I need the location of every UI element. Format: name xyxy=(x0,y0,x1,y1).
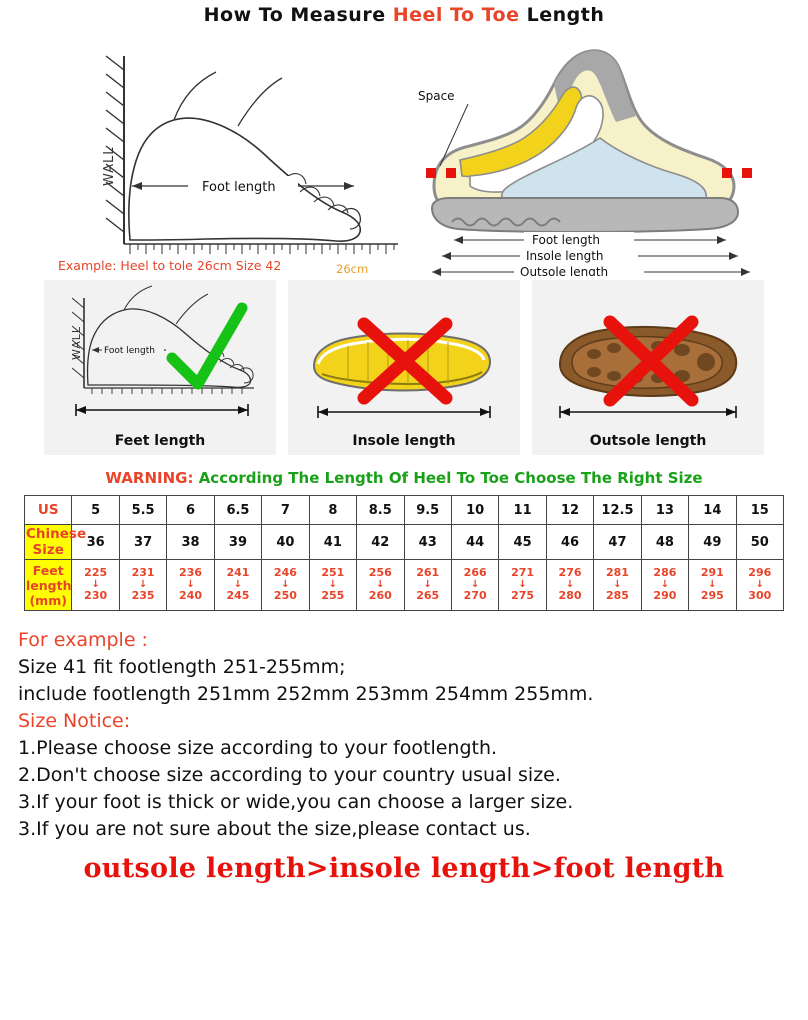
panel-insole-length xyxy=(288,280,520,455)
title-post: Length xyxy=(519,4,605,26)
warning-word: WARNING: xyxy=(105,469,194,487)
title-pre: How To Measure xyxy=(203,4,393,26)
feet-to: 295 xyxy=(700,589,724,602)
cell-us: 13 xyxy=(641,496,688,525)
cell-feet xyxy=(119,560,166,611)
down-arrow-icon: ↓ xyxy=(518,579,527,590)
cell-feet xyxy=(594,560,641,611)
notice-item: 1.Please choose size according to your footlength. xyxy=(18,736,498,759)
cell-us: 8 xyxy=(309,496,356,525)
feet-to: 285 xyxy=(605,589,629,602)
feet-from: 261 xyxy=(416,566,440,580)
down-arrow-icon: ↓ xyxy=(708,579,717,590)
notice-item: 3.If you are not sure about the size,please contact us. xyxy=(18,817,531,840)
cell-us: 14 xyxy=(689,496,736,525)
down-arrow-icon: ↓ xyxy=(233,579,243,590)
cell-chinese: 48 xyxy=(641,525,688,560)
warning-line xyxy=(0,469,808,487)
feet-to: 265 xyxy=(416,589,440,602)
cell-us: 6.5 xyxy=(214,496,261,525)
cell-feet xyxy=(736,560,783,611)
cell-feet xyxy=(357,560,404,611)
cell-feet xyxy=(214,560,261,611)
feet-to: 280 xyxy=(558,589,582,602)
down-arrow-icon: ↓ xyxy=(423,579,432,590)
panel-feet-length xyxy=(44,280,276,455)
cell-feet xyxy=(451,560,498,611)
row-header-chinese: Chinese Size xyxy=(26,526,87,558)
down-arrow-icon: ↓ xyxy=(565,579,575,590)
feet-from: 231 xyxy=(131,566,155,580)
cell-us: 7 xyxy=(262,496,309,525)
feet-to: 255 xyxy=(321,589,345,602)
notice-item: 2.Don't choose size according to your country usual size. xyxy=(18,763,561,786)
shoe-cutaway-svg xyxy=(404,26,804,276)
cell-chinese: 42 xyxy=(357,525,404,560)
cell-us: 5.5 xyxy=(119,496,166,525)
cell-us: 8.5 xyxy=(357,496,404,525)
top-diagram-row xyxy=(0,26,808,276)
page-title xyxy=(0,0,808,26)
down-arrow-icon: ↓ xyxy=(91,579,100,590)
feet-to: 270 xyxy=(463,589,487,602)
down-arrow-icon: ↓ xyxy=(470,579,480,590)
footer-formula: outsole length>insole length>foot length xyxy=(83,852,725,884)
feet-from: 281 xyxy=(605,566,629,580)
panel-wall-label: WALL xyxy=(70,325,83,360)
feet-to: 275 xyxy=(511,589,535,602)
cell-chinese: 36 xyxy=(72,525,119,560)
foot-wall-diagram xyxy=(6,26,404,276)
cell-chinese: 38 xyxy=(167,525,214,560)
feet-from: 236 xyxy=(179,566,203,580)
cell-feet xyxy=(689,560,736,611)
example-note: Example: Heel to tole 26cm Size 42 xyxy=(58,258,282,273)
table-row-us xyxy=(25,496,784,525)
cell-us: 12 xyxy=(546,496,593,525)
feet-from: 241 xyxy=(226,566,250,580)
cell-feet xyxy=(404,560,451,611)
shoe-cutaway-diagram xyxy=(404,26,802,276)
feet-to: 245 xyxy=(226,589,250,602)
panel-caption-outsole: Outsole length xyxy=(589,433,707,449)
feet-from: 266 xyxy=(463,566,487,580)
down-arrow-icon: ↓ xyxy=(613,579,622,590)
size-chart-table xyxy=(24,495,784,611)
panel-feet-svg xyxy=(44,280,276,455)
cell-us: 5 xyxy=(72,496,119,525)
example-heading: For example : xyxy=(18,629,148,651)
shoe-insole-length-label: Insole length xyxy=(526,249,604,263)
cell-us: 9.5 xyxy=(404,496,451,525)
table-row-chinese xyxy=(25,525,784,560)
feet-to: 235 xyxy=(131,589,155,602)
cell-feet xyxy=(309,560,356,611)
shoe-foot-length-label: Foot length xyxy=(532,233,600,247)
panel-outsole-svg xyxy=(532,280,764,455)
foot-length-label: Foot length xyxy=(202,180,276,195)
down-arrow-icon: ↓ xyxy=(660,579,670,590)
cell-feet xyxy=(167,560,214,611)
cell-us: 6 xyxy=(167,496,214,525)
cell-chinese: 41 xyxy=(309,525,356,560)
down-arrow-icon: ↓ xyxy=(328,579,338,590)
wall-label: WALL xyxy=(102,146,117,186)
notice-heading: Size Notice: xyxy=(18,709,131,732)
shoe-outsole-length-label: Outsole length xyxy=(520,265,609,276)
panel-inner-label: Foot length xyxy=(104,346,155,356)
cell-chinese: 39 xyxy=(214,525,261,560)
warning-text: According The Length Of Heel To Toe Choose The Right Size xyxy=(198,469,703,487)
cell-chinese: 44 xyxy=(451,525,498,560)
down-arrow-icon: ↓ xyxy=(376,579,385,590)
down-arrow-icon: ↓ xyxy=(138,579,148,590)
feet-from: 251 xyxy=(321,566,345,580)
title-highlight: Heel To Toe xyxy=(392,4,520,26)
feet-to: 230 xyxy=(84,589,108,602)
down-arrow-icon: ↓ xyxy=(281,579,290,590)
down-arrow-icon: ↓ xyxy=(755,579,764,590)
row-header-us: US xyxy=(25,496,72,525)
feet-from: 271 xyxy=(511,566,535,580)
cell-chinese: 47 xyxy=(594,525,641,560)
example-line-2: include footlength 251mm 252mm 253mm 254mm 255mm. xyxy=(18,682,594,705)
comparison-panels xyxy=(0,280,808,455)
feet-to: 250 xyxy=(273,589,297,602)
panel-outsole-length xyxy=(532,280,764,455)
feet-to: 260 xyxy=(368,589,392,602)
panel-caption-insole: Insole length xyxy=(352,433,456,449)
feet-from: 286 xyxy=(653,566,677,580)
notes-block xyxy=(18,627,808,843)
panel-caption-feet: Feet length xyxy=(114,433,206,449)
feet-from: 276 xyxy=(558,566,582,580)
notice-item: 3.If your foot is thick or wide,you can choose a larger size. xyxy=(18,790,574,813)
feet-from: 296 xyxy=(748,566,772,580)
table-row-feet-length xyxy=(25,560,784,611)
feet-from: 246 xyxy=(273,566,297,580)
cell-feet xyxy=(72,560,119,611)
space-label: Space xyxy=(418,89,455,103)
cell-feet xyxy=(262,560,309,611)
down-arrow-icon: ↓ xyxy=(186,579,195,590)
feet-to: 300 xyxy=(748,589,772,602)
cell-chinese: 45 xyxy=(499,525,546,560)
feet-from: 291 xyxy=(700,566,724,580)
cell-chinese: 37 xyxy=(119,525,166,560)
cell-us: 15 xyxy=(736,496,783,525)
cell-chinese: 50 xyxy=(736,525,783,560)
cell-us: 10 xyxy=(451,496,498,525)
cell-chinese: 49 xyxy=(689,525,736,560)
cell-chinese: 46 xyxy=(546,525,593,560)
foot-wall-svg xyxy=(6,26,406,276)
feet-to: 290 xyxy=(653,589,677,602)
feet-from: 256 xyxy=(368,566,392,580)
cell-chinese: 40 xyxy=(262,525,309,560)
cell-feet xyxy=(546,560,593,611)
feet-from: 225 xyxy=(84,566,108,580)
row-header-feet: Feet length (mm) xyxy=(25,560,72,611)
cell-us: 11 xyxy=(499,496,546,525)
example-line-1: Size 41 fit footlength 251-255mm; xyxy=(18,655,346,678)
cell-chinese: 43 xyxy=(404,525,451,560)
cell-feet xyxy=(499,560,546,611)
panel-insole-svg xyxy=(288,280,520,455)
cm-label: 26cm xyxy=(336,262,369,276)
cell-feet xyxy=(641,560,688,611)
feet-to: 240 xyxy=(179,589,203,602)
cell-us: 12.5 xyxy=(594,496,641,525)
